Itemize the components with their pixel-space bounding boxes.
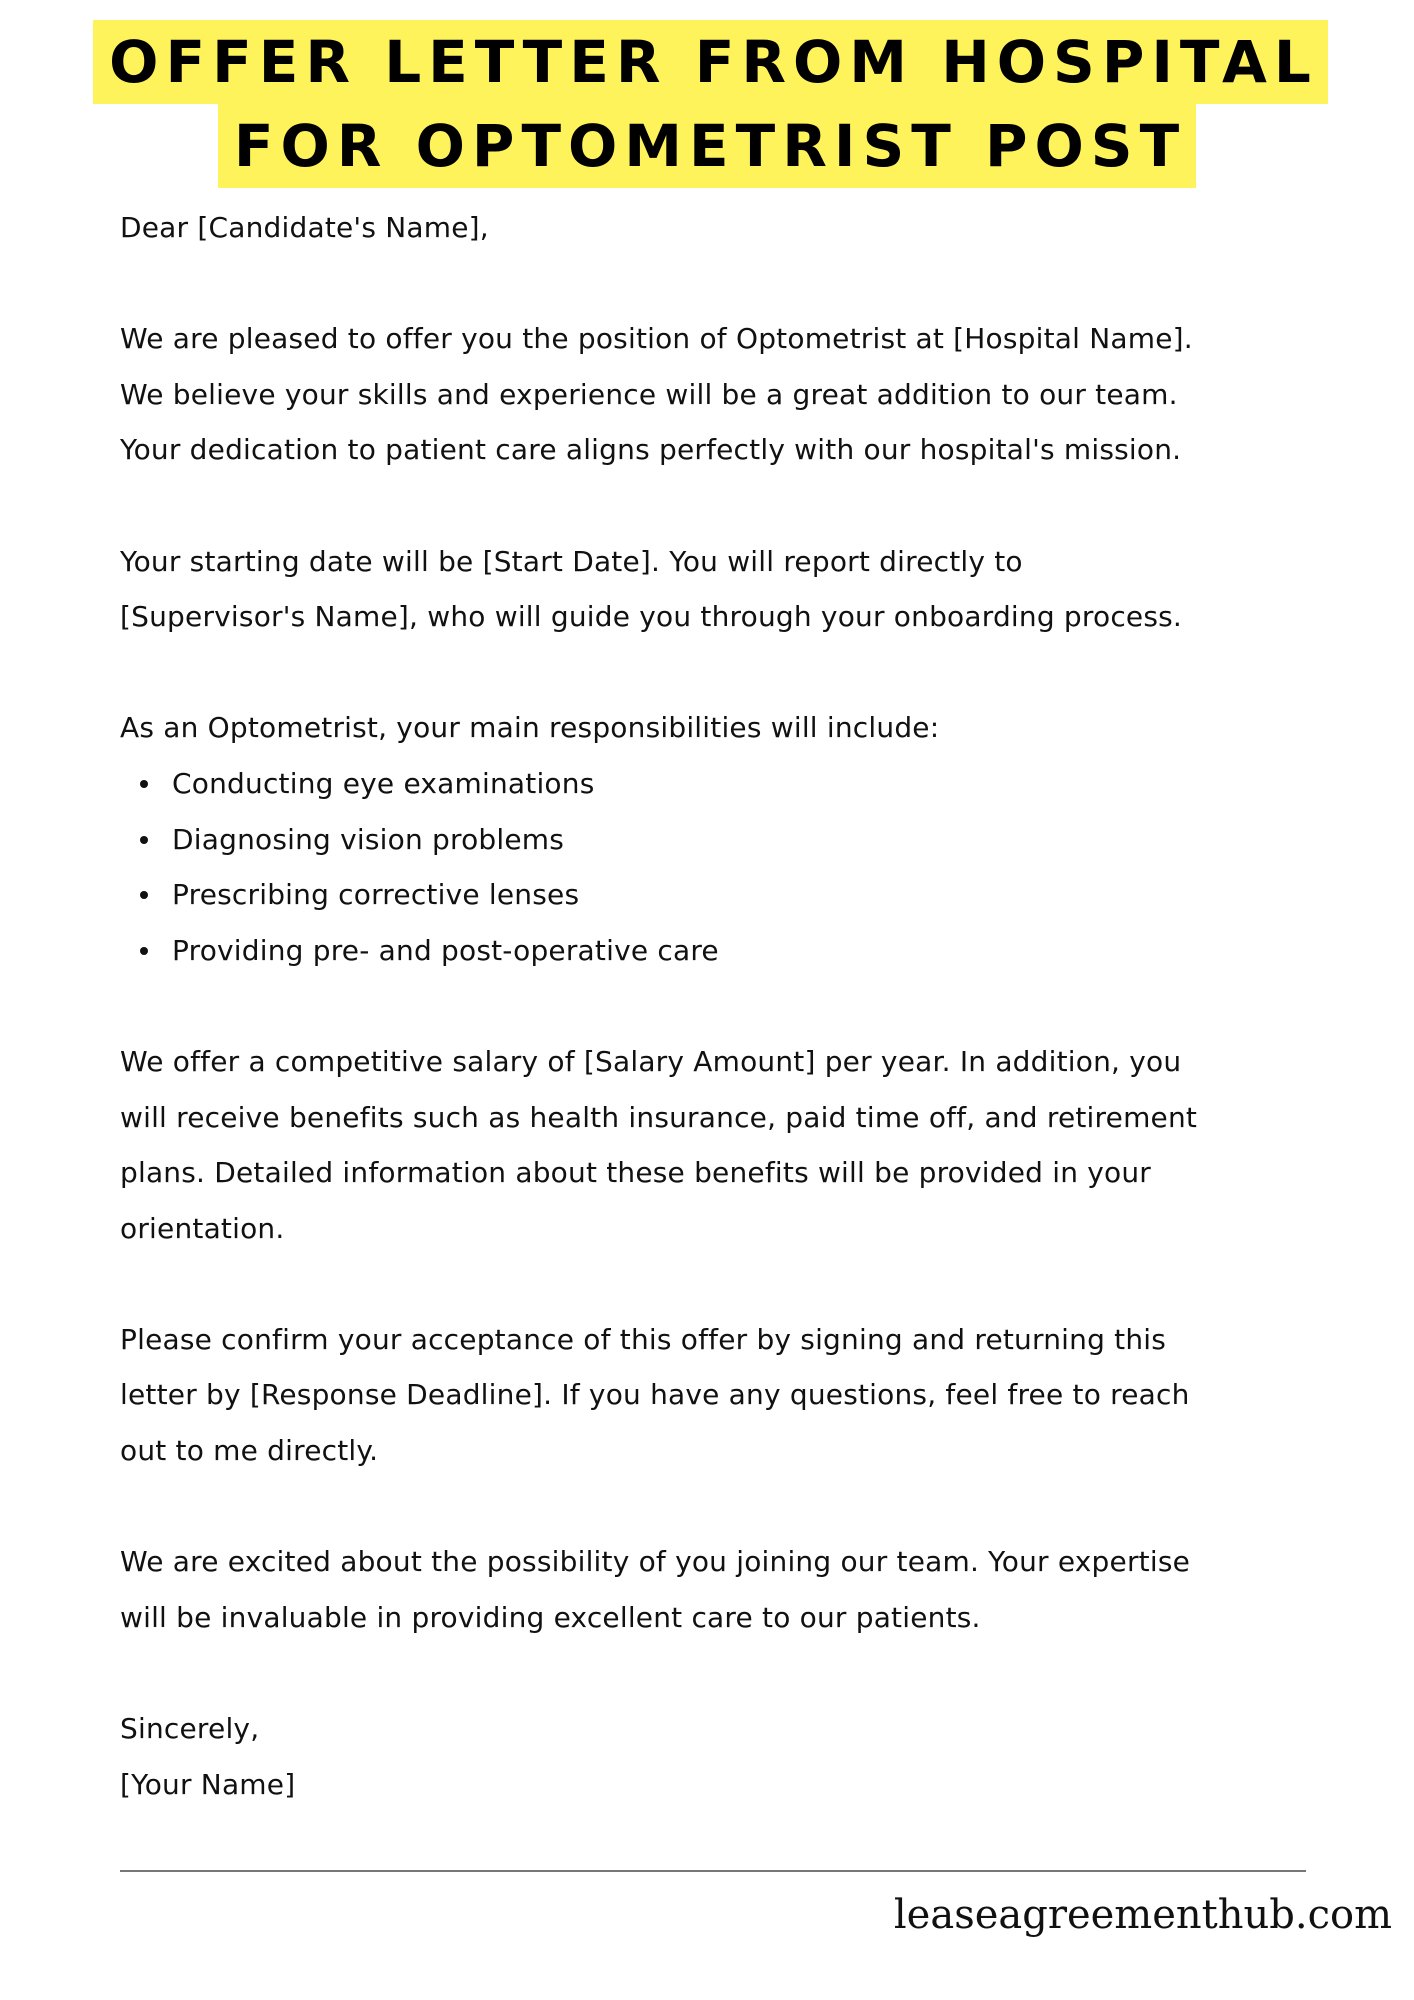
text-line: We believe your skills and experience will be a great addition to our team. (120, 377, 1178, 411)
paragraph-start-date (120, 534, 1320, 645)
list-item: Conducting eye examinations (120, 756, 1320, 812)
closing: Sincerely, (120, 1712, 260, 1746)
text-line: will be invaluable in providing excellent care to our patients. (120, 1600, 981, 1634)
text-line: will receive benefits such as health insurance, paid time off, and retirement (120, 1100, 1198, 1134)
footer-divider (120, 1870, 1306, 1872)
responsibilities-list (120, 756, 1320, 978)
text-line: letter by [Response Deadline]. If you have any questions, feel free to reach (120, 1378, 1190, 1412)
paragraph-confirmation (120, 1312, 1320, 1479)
signature: [Your Name] (120, 1767, 296, 1801)
title-line-1: OFFER LETTER FROM HOSPITAL (93, 20, 1328, 104)
title-line-2: FOR OPTOMETRIST POST (218, 104, 1196, 188)
paragraph-closing-remarks (120, 1534, 1320, 1645)
text-line: Your dedication to patient care aligns perfectly with our hospital's mission. (120, 433, 1182, 467)
paragraph-offer (120, 311, 1320, 478)
document-title (0, 20, 1414, 188)
text-line: Your starting date will be [Start Date]. You will report directly to (120, 544, 1023, 578)
text-line: We are excited about the possibility of you joining our team. Your expertise (120, 1545, 1191, 1579)
list-item: Prescribing corrective lenses (120, 867, 1320, 923)
responsibilities-intro: As an Optometrist, your main responsibilities will include: (120, 711, 940, 745)
paragraph-salary (120, 1034, 1320, 1256)
list-item: Providing pre- and post-operative care (120, 923, 1320, 979)
letter-body (120, 200, 1320, 1812)
text-line: out to me directly. (120, 1434, 379, 1468)
salutation: Dear [Candidate's Name], (120, 211, 489, 244)
text-line: plans. Detailed information about these benefits will be provided in your (120, 1156, 1152, 1190)
text-line: We are pleased to offer you the position of Optometrist at [Hospital Name]. (120, 322, 1193, 356)
brand-wordmark: leaseagreementhub.com (893, 1892, 1392, 1938)
text-line: Please confirm your acceptance of this offer by signing and returning this (120, 1322, 1167, 1356)
text-line: orientation. (120, 1211, 285, 1245)
text-line: We offer a competitive salary of [Salary Amount] per year. In addition, you (120, 1044, 1182, 1078)
text-line: [Supervisor's Name], who will guide you through your onboarding process. (120, 600, 1183, 634)
list-item: Diagnosing vision problems (120, 812, 1320, 868)
